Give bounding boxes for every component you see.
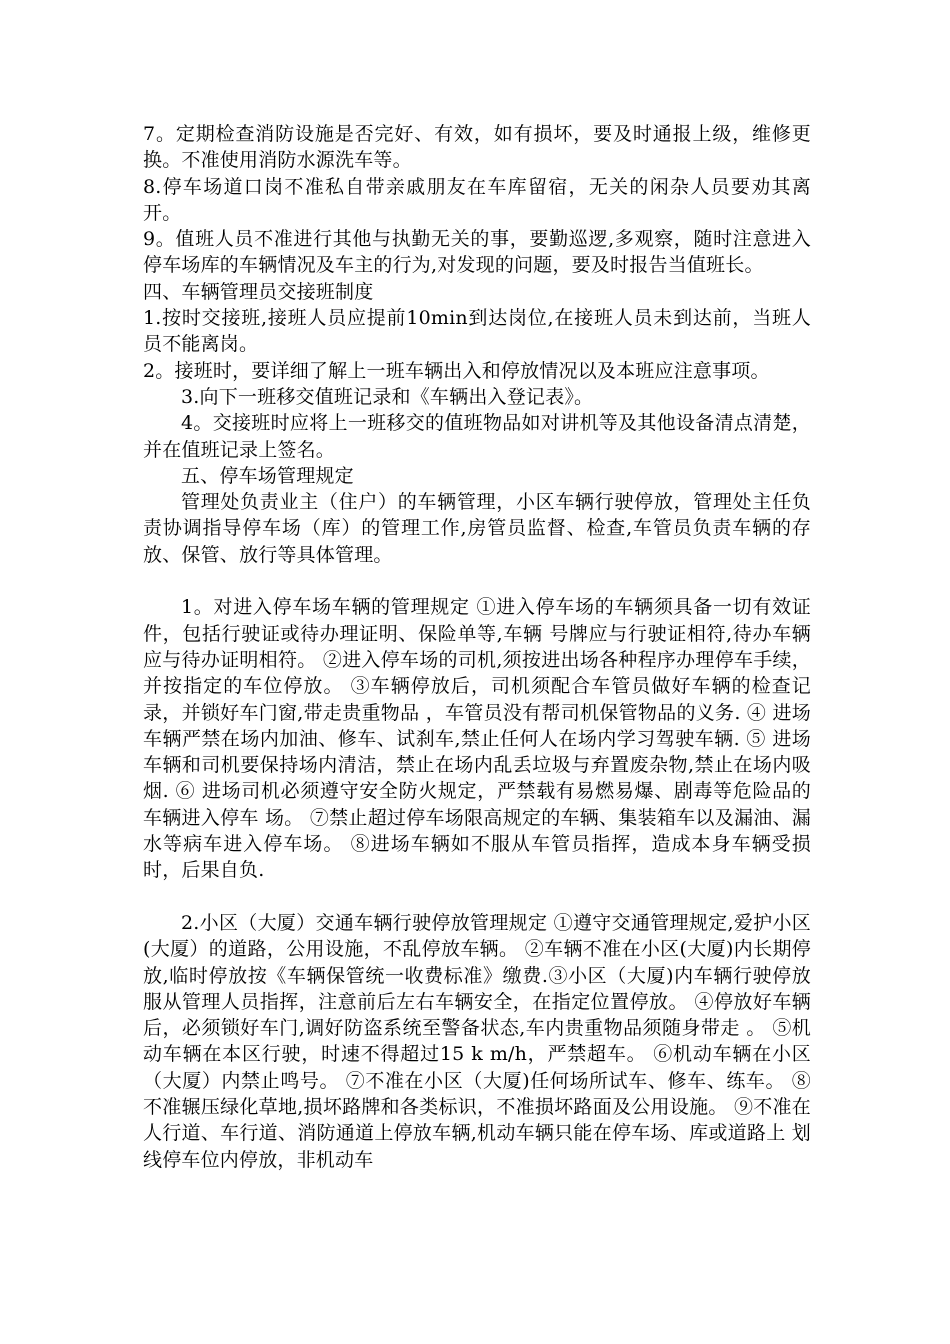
handover-item-3: 3.向下一班移交值班记录和《车辆出入登记表》。 xyxy=(181,385,594,408)
paragraph-item-8: 8.停车场道口岗不准私自带亲戚朋友在车库留宿，无关的闲杂人员要劝其离开。 xyxy=(143,175,811,224)
handover-item-4: 4。交接班时应将上一班移交的值班物品如对讲机等及其他设备清点清楚，并在值班记录上签名。 xyxy=(143,412,811,461)
paragraph-item-7: 7。定期检查消防设施是否完好、有效，如有损坏，要及时通报上级，维修更换。不准使用消防水源洗车等。 xyxy=(143,123,811,172)
handover-item-2: 2。接班时，要详细了解上一班车辆出入和停放情况以及本班应注意事项。 xyxy=(143,359,770,382)
section-heading-handover: 四、车辆管理员交接班制度 xyxy=(143,280,374,303)
document-body xyxy=(143,121,811,1173)
paragraph-gap xyxy=(143,568,811,594)
parking-entry-rules: 1。对进入停车场车辆的管理规定 ①进入停车场的车辆须具备一切有效证件，包括行驶证或待办理证明、保险单等,车辆 号牌应与行驶证相符,待办车辆应与待办证明相符。 ②进入停车场的司机,须按进出场各种程序办理停车手续，并按指定的车位停放。 ③车辆停放后，司机须配合车管员做好车辆的检查记录，并锁好车门窗,带走贵重物品 ，车管员没有帮司机保管物品的义务. ④ 进场车辆严禁在场内加油、修车、试刹车,禁止任何人在场内学习驾驶车辆. ⑤ 进场车辆和司机要保持场内清洁，禁止在场内乱丢垃圾与弃置废杂物,禁止在场内吸 烟. ⑥ 进场司机必须遵守安全防火规定，严禁载有易燃易爆、剧毒等危险品的车辆进入停车 场。 ⑦禁止超过停车场限高规定的车辆、集装箱车以及漏油、漏水等病车进入停车场。 ⑧进场车辆如不服从车管员指挥，造成本身车辆受损时，后果自负. xyxy=(143,596,811,882)
parking-rules-intro: 管理处负责业主（住户）的车辆管理，小区车辆行驶停放，管理处主任负责协调指导停车场（库）的管理工作,房管员监督、检查,车管员负责车辆的存放、保管、放行等具体管理。 xyxy=(143,491,811,566)
traffic-parking-rules: 2.小区（大厦）交通车辆行驶停放管理规定 ①遵守交通管理规定,爱护小区(大厦）的道路，公用设施，不乱停放车辆。 ②车辆不准在小区(大厦)内长期停放,临时停放按《车辆保管统一收费标准》缴费.③小区（大厦)内车辆行驶停放服从管理人员指挥，注意前后左右车辆安全，在指定位置停放。 ④停放好车辆后，必须锁好车门,调好防盗系统至警备状态,车内贵重物品须随身带走 。 ⑤机动车辆在本区行驶，时速不得超过15 k m/h，严禁超车。 ⑥机动车辆在小区（大厦）内禁止鸣号。 ⑦不准在小区（大厦)任何场所试车、修车、练车。 ⑧不准辗压绿化草地,损坏路牌和各类标识，不准损坏路面及公用设施。 ⑨不准在人行道、车行道、消防通道上停放车辆,机动车辆只能在停车场、库或道路上 划线停车位内停放，非机动车 xyxy=(143,911,811,1171)
paragraph-gap xyxy=(143,884,811,910)
section-heading-parking-rules: 五、停车场管理规定 xyxy=(181,464,354,487)
paragraph-item-9: 9。值班人员不准进行其他与执勤无关的事，要勤巡逻,多观察，随时注意进入停车场库的车辆情况及车主的行为,对发现的问题，要及时报告当值班长。 xyxy=(143,228,811,277)
handover-item-1: 1.按时交接班,接班人员应提前10min到达岗位,在接班人员未到达前，当班人员不能离岗。 xyxy=(143,307,811,356)
